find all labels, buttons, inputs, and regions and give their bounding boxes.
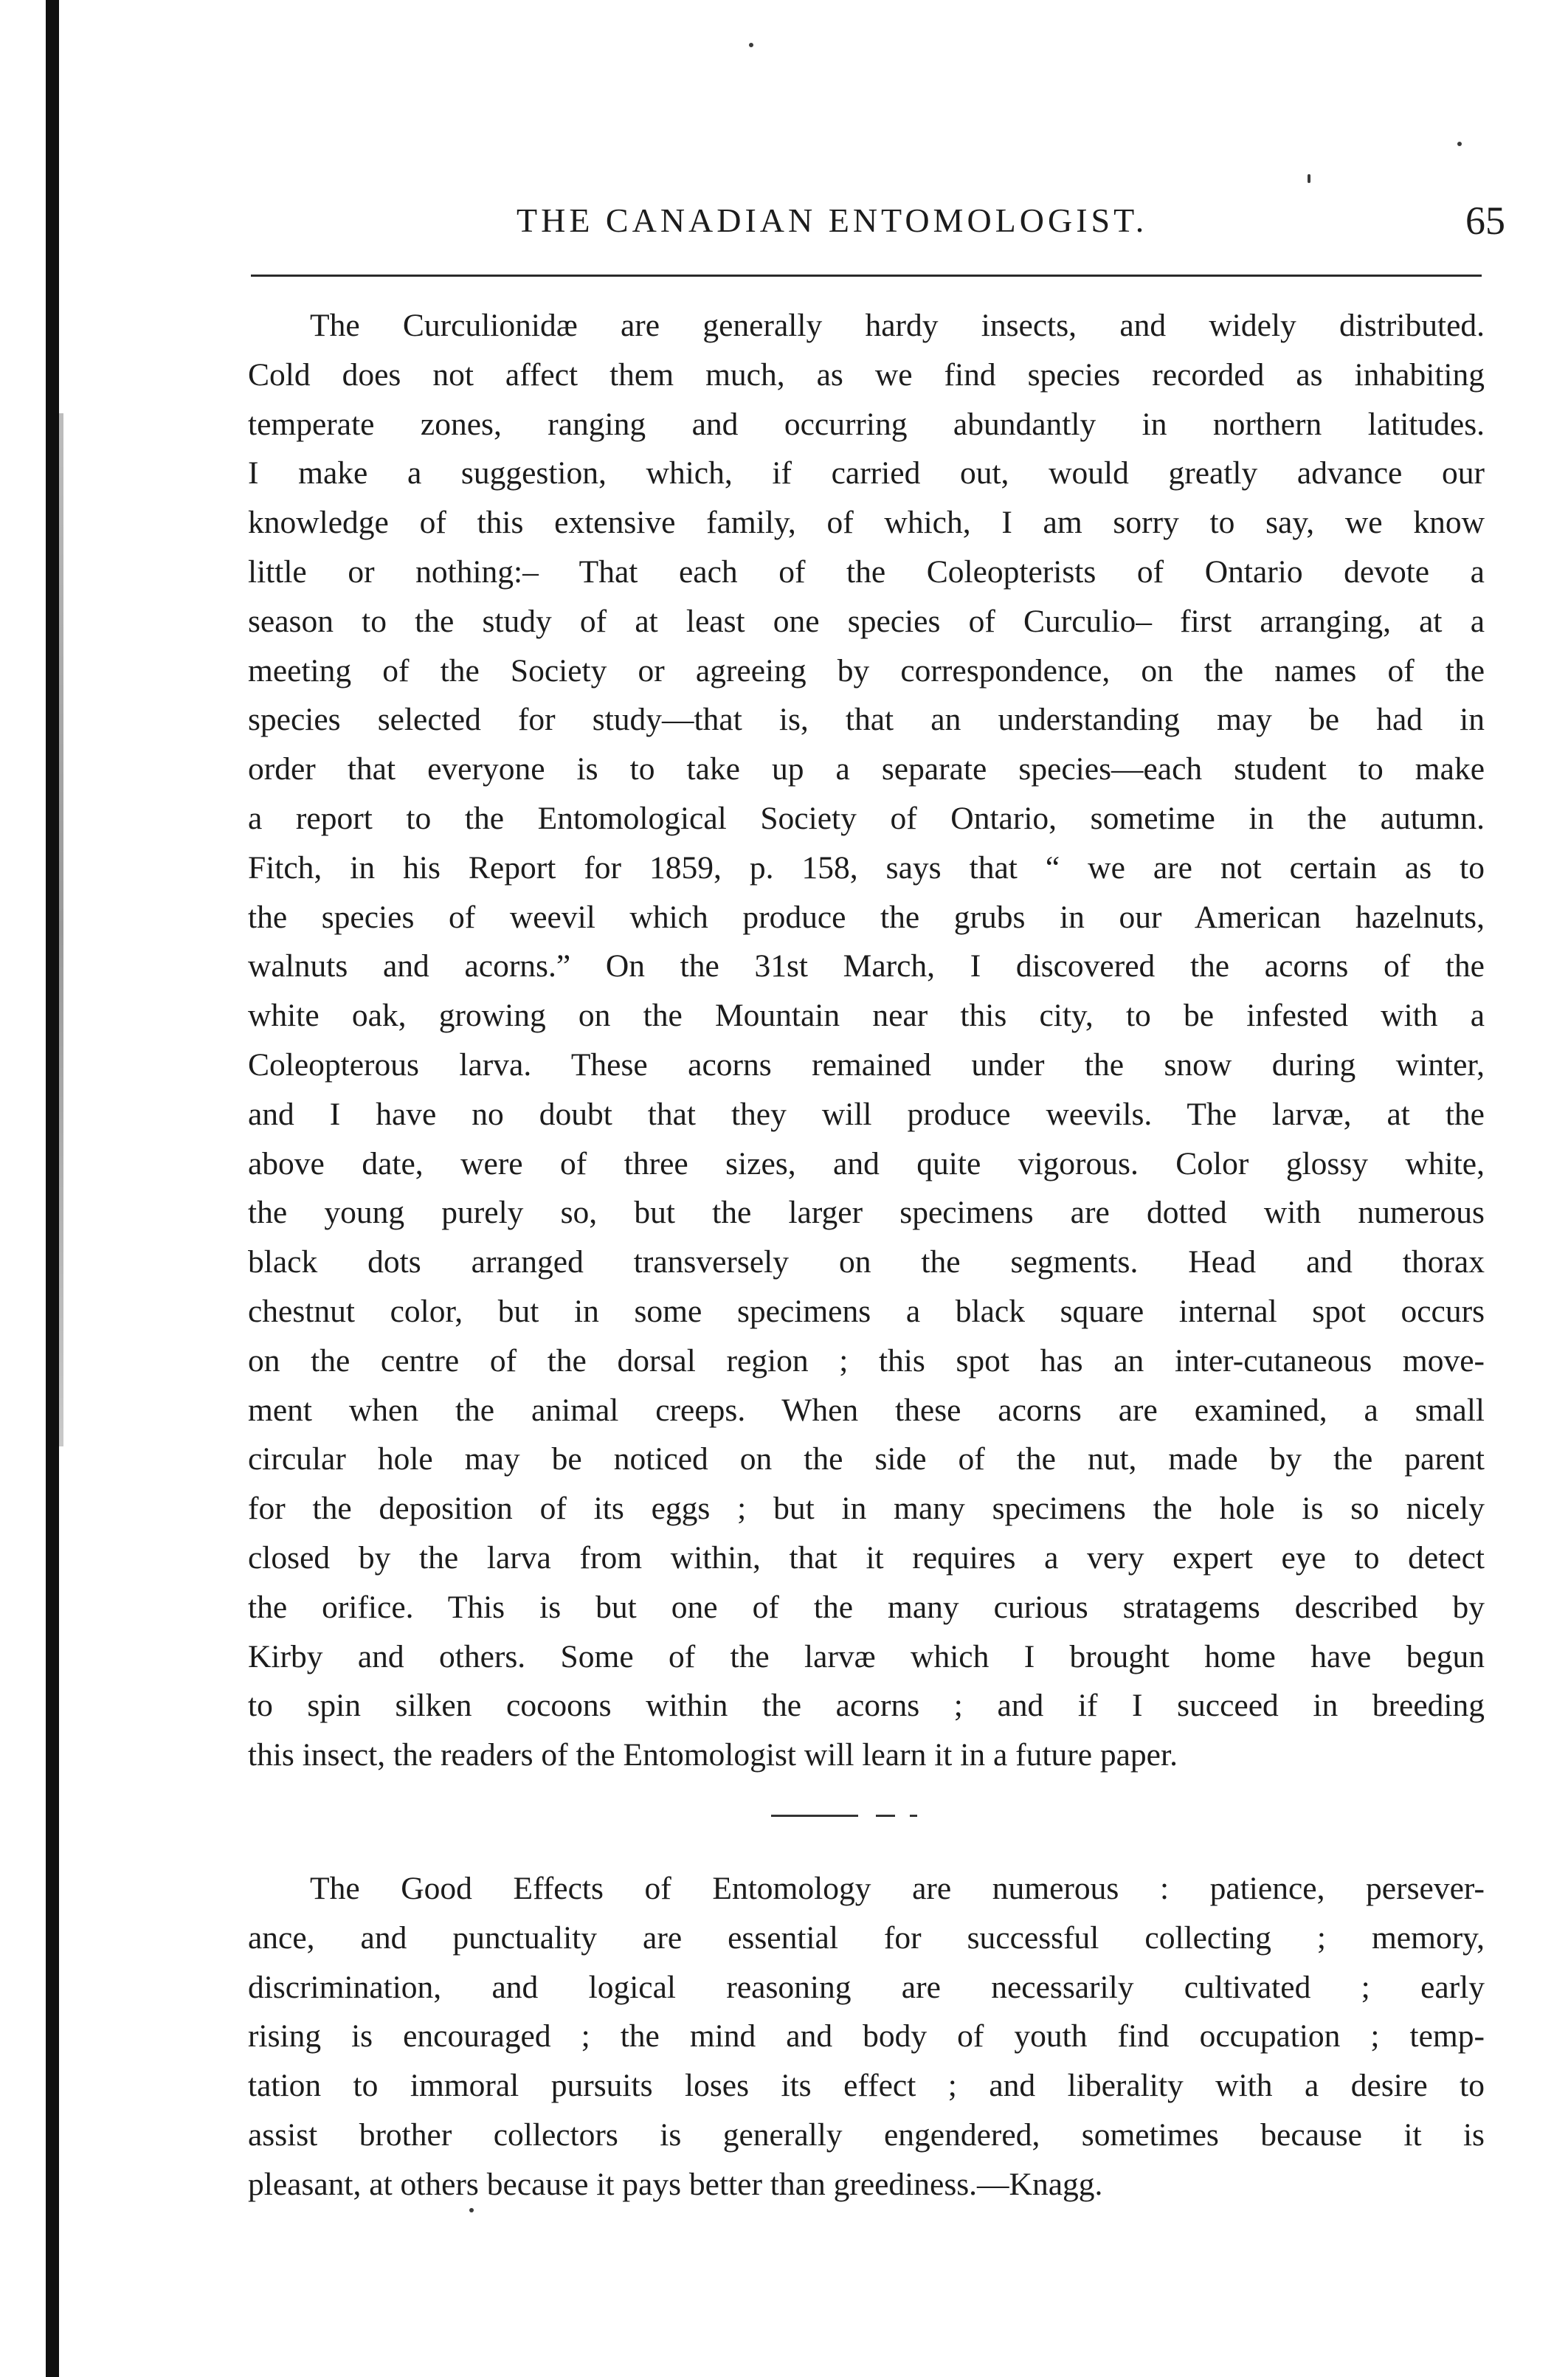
running-title: THE CANADIAN ENTOMOLOGIST. <box>517 201 1148 239</box>
text-line: meeting of the Society or agreeing by correspondence, on the names of the <box>248 652 1485 689</box>
header-rule <box>251 275 1482 277</box>
text-line: for the deposition of its eggs ; but in many specimens the hole is so nicely <box>248 1491 1485 1527</box>
text-line: circular hole may be noticed on the side of the nut, made by the parent <box>248 1441 1485 1477</box>
text-line: the young purely so, but the larger specimens are dotted with numerous <box>248 1195 1485 1231</box>
text-line: assist brother collectors is generally engendered, sometimes because it is <box>248 2116 1485 2153</box>
text-line: chestnut color, but in some specimens a black square internal spot occurs <box>248 1293 1485 1329</box>
text-line: little or nothing:– That each of the Coleopterists of Ontario devote a <box>248 553 1485 590</box>
page-binding-shadow <box>59 413 63 1446</box>
text-line: Cold does not affect them much, as we find species recorded as inhabiting <box>248 356 1485 393</box>
text-line: discrimination, and logical reasoning are necessarily cultivated ; early <box>248 1969 1485 2005</box>
text-line: season to the study of at least one species of Curculio– first arranging, at a <box>248 603 1485 639</box>
text-line: order that everyone is to take up a separate species—each student to make <box>248 751 1485 787</box>
text-line: rising is encouraged ; the mind and body of youth find occupation ; temp- <box>248 2018 1485 2055</box>
text-line: to spin silken cocoons within the acorns ; and if I succeed in breeding <box>248 1688 1485 1724</box>
text-line: white oak, growing on the Mountain near this city, to be infested with a <box>248 998 1485 1034</box>
paragraph-curculionidae <box>248 301 1485 1780</box>
text-line: Coleopterous larva. These acorns remained under the snow during winter, <box>248 1046 1485 1083</box>
text-line: pleasant, at others because it pays better than greediness.—Knagg. <box>248 2166 1103 2202</box>
text-line: ance, and punctuality are essential for successful collecting ; memory, <box>248 1919 1485 1956</box>
text-line: I make a suggestion, which, if carried out, would greatly advance our <box>248 455 1485 491</box>
text-line: black dots arranged transversely on the segments. Head and thorax <box>248 1244 1485 1280</box>
text-line: closed by the larva from within, that it requires a very expert eye to detect <box>248 1539 1485 1576</box>
text-line: a report to the Entomological Society of Ontario, sometime in the autumn. <box>248 800 1485 836</box>
text-line: this insect, the readers of the Entomologist will learn it in a future paper. <box>248 1737 1178 1773</box>
text-line: tation to immoral pursuits loses its effect ; and liberality with a desire to <box>248 2068 1485 2104</box>
text-line: above date, were of three sizes, and quite vigorous. Color glossy white, <box>248 1145 1485 1181</box>
text-line: temperate zones, ranging and occurring abundantly in northern latitudes. <box>248 406 1485 442</box>
scan-speck <box>749 43 753 47</box>
scan-speck <box>1457 142 1462 146</box>
text-line: walnuts and acorns.” On the 31st March, I discovered the acorns of the <box>248 948 1485 984</box>
text-line: knowledge of this extensive family, of which, I am sorry to say, we know <box>248 505 1485 541</box>
text-line: the species of weevil which produce the grubs in our American hazelnuts, <box>248 899 1485 935</box>
text-line: The Good Effects of Entomology are numerous : patience, persever- <box>310 1871 1485 1906</box>
page-binding-edge <box>46 0 59 2377</box>
text-line: The Curculionidæ are generally hardy insects, and widely distributed. <box>310 308 1485 343</box>
text-line: ment when the animal creeps. When these acorns are examined, a small <box>248 1392 1485 1428</box>
page-number: 65 <box>1465 199 1505 243</box>
paragraph-good-effects <box>248 1864 1485 2209</box>
text-line: Fitch, in his Report for 1859, p. 158, says that “ we are not certain as to <box>248 849 1485 886</box>
text-line: the orifice. This is but one of the many curious stratagems described by <box>248 1589 1485 1625</box>
text-line: on the centre of the dorsal region ; this spot has an inter-cutaneous move- <box>248 1342 1485 1379</box>
running-head <box>236 201 1505 252</box>
scan-speck <box>1308 174 1310 183</box>
text-line: and I have no doubt that they will produce weevils. The larvæ, at the <box>248 1096 1485 1132</box>
section-divider <box>771 1815 941 1818</box>
text-line: species selected for study—that is, that an understanding may be had in <box>248 702 1485 738</box>
text-line: Kirby and others. Some of the larvæ which I brought home have begun <box>248 1638 1485 1674</box>
